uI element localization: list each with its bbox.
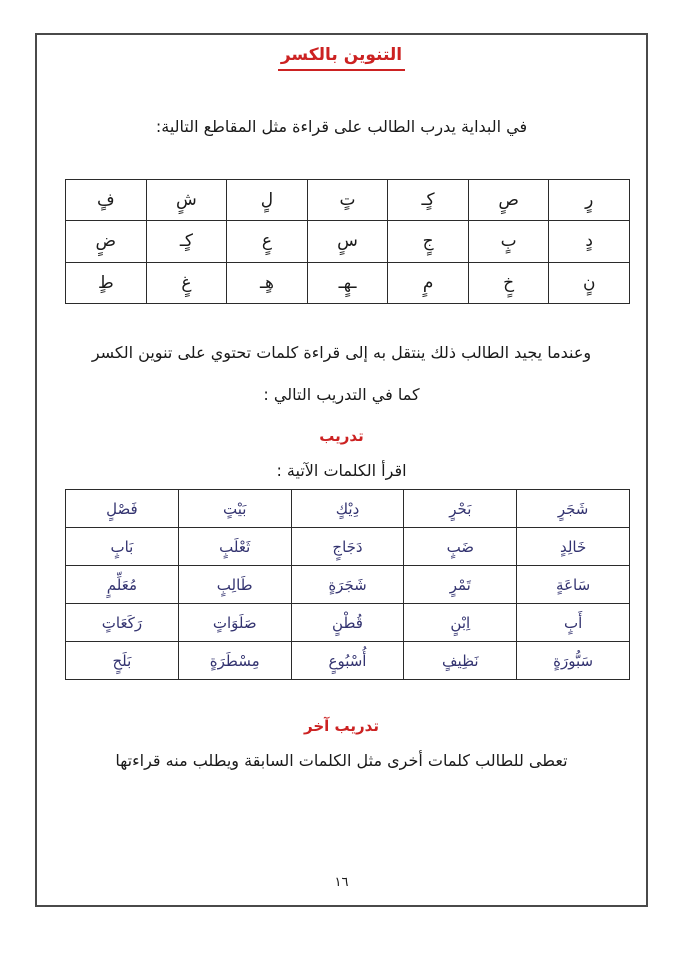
- word-cell: قُطْنٍ: [291, 604, 404, 642]
- syllable-cell: كٍـ: [146, 221, 227, 262]
- syllable-cell: سٍ: [307, 221, 388, 262]
- syllable-cell: ضٍ: [66, 221, 147, 262]
- word-cell: نَظِيفٍ: [404, 642, 517, 680]
- words-row: [66, 642, 630, 680]
- syllable-cell: فٍ: [66, 180, 147, 221]
- word-cell: سَاعَةٍ: [517, 566, 630, 604]
- syllable-cell: شٍ: [146, 180, 227, 221]
- word-cell: دِيْكٍ: [291, 490, 404, 528]
- transition-paragraph-line2: كما في التدريب التالي :: [263, 385, 420, 404]
- exercise-heading: تدريب: [319, 427, 364, 445]
- syllable-cell: غٍ: [146, 262, 227, 303]
- syllable-cell: مٍ: [388, 262, 469, 303]
- syllable-cell: نٍ: [549, 262, 630, 303]
- syllable-cell: بٍ: [468, 221, 549, 262]
- word-cell: شَجَرَةٍ: [291, 566, 404, 604]
- words-row: [66, 604, 630, 642]
- words-row: [66, 566, 630, 604]
- syllables-row: [66, 262, 630, 303]
- word-cell: بَابٍ: [66, 528, 179, 566]
- syllable-cell: صٍ: [468, 180, 549, 221]
- syllable-cell: كٍـ: [388, 180, 469, 221]
- syllable-cell: لٍ: [227, 180, 308, 221]
- syllables-table: [65, 179, 630, 304]
- page-border-frame: [35, 33, 648, 907]
- word-cell: تَمْرٍ: [404, 566, 517, 604]
- words-table: [65, 489, 630, 680]
- word-cell: فَصْلٍ: [66, 490, 179, 528]
- word-cell: ضَبٍ: [404, 528, 517, 566]
- syllable-cell: دٍ: [549, 221, 630, 262]
- syllable-cell: طٍ: [66, 262, 147, 303]
- word-cell: مِسْطَرَةٍ: [178, 642, 291, 680]
- word-cell: خَالِدٍ: [517, 528, 630, 566]
- words-row: [66, 490, 630, 528]
- page-number: ١٦: [334, 875, 349, 890]
- word-cell: اِبْنٍ: [404, 604, 517, 642]
- word-cell: أَبٍ: [517, 604, 630, 642]
- word-cell: شَجَرٍ: [517, 490, 630, 528]
- title-row: [37, 45, 646, 71]
- exercise-instruction: اقرأ الكلمات الآتية :: [276, 461, 407, 480]
- syllables-row: [66, 221, 630, 262]
- page-title: التنوين بالكسر: [278, 45, 405, 71]
- syllables-row: [66, 180, 630, 221]
- syllable-cell: عٍ: [227, 221, 308, 262]
- syllable-cell: خٍ: [468, 262, 549, 303]
- word-cell: سَبُّورَةٍ: [517, 642, 630, 680]
- word-cell: طَالِبٍ: [178, 566, 291, 604]
- word-cell: رَكَعَاتٍ: [66, 604, 179, 642]
- word-cell: دَجَاجٍ: [291, 528, 404, 566]
- word-cell: بَيْتٍ: [178, 490, 291, 528]
- word-cell: بَحْرٍ: [404, 490, 517, 528]
- transition-paragraph-line1: وعندما يجيد الطالب ذلك ينتقل به إلى قراءة كلمات تحتوي على تنوين الكسر: [91, 343, 592, 362]
- word-cell: مُعَلِّمٍ: [66, 566, 179, 604]
- syllable-cell: جٍ: [388, 221, 469, 262]
- syllable-cell: ـهٍـ: [307, 262, 388, 303]
- exercise-instruction: تعطى للطالب كلمات أخرى مثل الكلمات السابقة ويطلب منه قراءتها: [115, 751, 568, 770]
- word-cell: بَلَحٍ: [66, 642, 179, 680]
- words-row: [66, 528, 630, 566]
- exercise-heading: تدريب آخر: [304, 717, 379, 735]
- syllable-cell: هٍـ: [227, 262, 308, 303]
- word-cell: أُسْبُوعٍ: [291, 642, 404, 680]
- intro-paragraph: في البداية يدرب الطالب على قراءة مثل المقاطع التالية:: [155, 117, 528, 136]
- syllable-cell: رٍ: [549, 180, 630, 221]
- word-cell: صَلَوَاتٍ: [178, 604, 291, 642]
- word-cell: ثَعْلَبٍ: [178, 528, 291, 566]
- syllable-cell: تٍ: [307, 180, 388, 221]
